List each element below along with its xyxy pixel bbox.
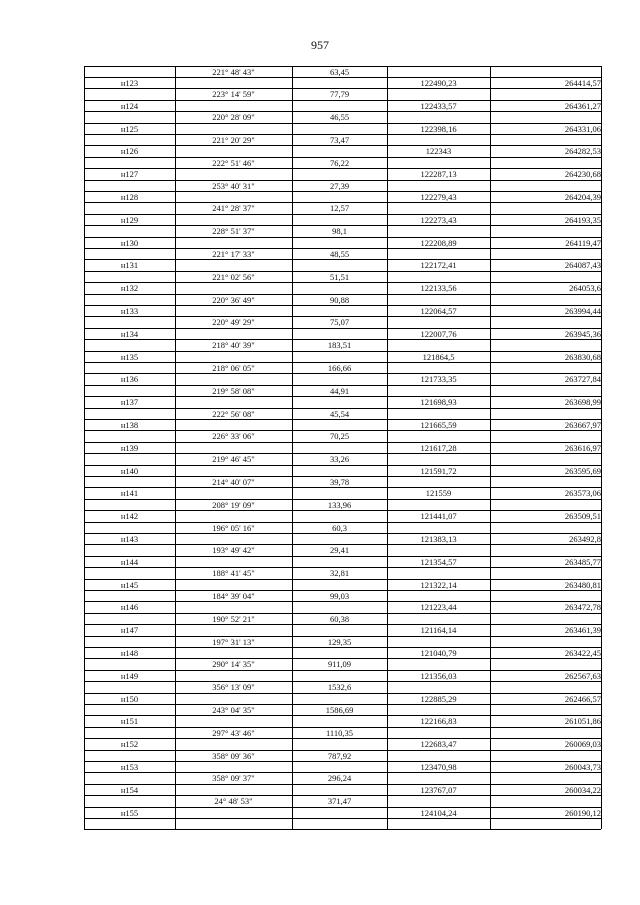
point-x: 122398,16: [420, 123, 457, 134]
point-y: 263573,06: [564, 488, 601, 499]
point-x: 122166,83: [420, 716, 457, 727]
point-x: 122343: [425, 146, 452, 157]
point-y: 263830,68: [564, 351, 601, 362]
segment-distance: 46,55: [329, 112, 350, 123]
segment-angle: 220° 28' 09": [212, 112, 255, 123]
segment-angle: 196° 05' 16": [212, 522, 255, 533]
coordinates-table: [84, 66, 601, 829]
point-x: 121698,93: [420, 397, 457, 408]
point-y: 260034,22: [564, 784, 601, 795]
table-row-line: [84, 818, 601, 819]
segment-distance: 44,91: [329, 385, 350, 396]
segment-distance: 787,92: [327, 750, 352, 761]
point-x: 121559: [425, 488, 452, 499]
point-name: н148: [120, 648, 139, 658]
segment-distance: 75,07: [329, 317, 350, 328]
segment-angle: 219° 46' 45": [212, 454, 255, 465]
segment-angle: 214° 40' 07": [212, 477, 255, 487]
point-y: 263994,44: [564, 306, 601, 316]
point-x: 122133,56: [420, 283, 457, 294]
point-y: 262466,57: [564, 693, 601, 704]
point-name: н129: [120, 214, 139, 225]
point-name: н151: [120, 716, 139, 727]
point-name: н132: [120, 283, 139, 294]
point-x: 122208,89: [420, 237, 457, 248]
segment-distance: 27,39: [329, 180, 350, 191]
segment-distance: 1110,35: [326, 727, 353, 738]
point-name: н138: [120, 420, 139, 430]
point-name: н130: [120, 237, 139, 248]
point-x: 121040,79: [420, 648, 457, 658]
segment-distance: 60,3: [332, 522, 347, 533]
segment-distance: 32,81: [329, 568, 350, 579]
point-name: н143: [120, 534, 139, 544]
point-y: 263480,81: [564, 579, 601, 590]
point-x: 124104,24: [420, 807, 457, 818]
point-y: 264119,47: [565, 237, 601, 248]
point-y: 264087,43: [564, 260, 601, 271]
point-name: н136: [120, 374, 139, 385]
point-y: 260069,03: [564, 739, 601, 750]
point-y: 263485,77: [564, 556, 601, 567]
segment-angle: 197° 31' 13": [212, 636, 255, 647]
segment-distance: 70,25: [329, 431, 350, 442]
segment-angle: 221° 17' 33": [212, 249, 255, 259]
point-y: 263945,36: [564, 328, 601, 339]
table-row-line: [84, 829, 601, 830]
point-y: 263509,51: [564, 511, 601, 522]
segment-angle: 358° 09' 36": [212, 750, 255, 761]
point-y: 263667,97: [564, 420, 601, 430]
segment-angle: 243° 04' 35": [212, 705, 255, 715]
point-y: 260190,12: [564, 807, 601, 818]
segment-angle: 184° 39' 04": [212, 591, 255, 601]
point-y: 264053,6: [569, 283, 601, 294]
point-y: 261051,86: [564, 716, 601, 727]
point-name: н154: [120, 784, 139, 795]
point-x: 121441,07: [420, 511, 457, 522]
point-name: н128: [120, 192, 139, 202]
point-name: н155: [120, 807, 139, 818]
segment-distance: 33,26: [329, 454, 350, 465]
segment-angle: 24° 48' 53": [214, 796, 253, 807]
point-x: 122007,76: [420, 328, 457, 339]
point-y: 263422,45: [564, 648, 601, 658]
point-name: н149: [120, 670, 139, 681]
segment-angle: 221° 48' 43": [212, 67, 255, 77]
point-name: н137: [120, 397, 139, 408]
point-x: 121733,35: [420, 374, 457, 385]
segment-distance: 98,1: [332, 226, 347, 237]
table-column-line: [601, 66, 602, 829]
segment-distance: 73,47: [329, 135, 350, 145]
segment-angle: 223° 14' 59": [212, 89, 255, 100]
point-x: 121383,13: [420, 534, 457, 544]
point-name: н126: [120, 146, 139, 157]
point-y: 263492,8: [569, 534, 601, 544]
point-x: 122683,47: [420, 739, 457, 750]
segment-angle: 208° 19' 09": [212, 499, 255, 510]
segment-angle: 297° 43' 46": [212, 727, 255, 738]
point-y: 260043,73: [564, 762, 601, 772]
segment-distance: 12,57: [329, 203, 350, 214]
point-name: н147: [120, 625, 139, 636]
segment-distance: 1586,69: [325, 705, 354, 715]
point-name: н142: [120, 511, 139, 522]
segment-angle: 222° 56' 08": [212, 408, 255, 419]
segment-angle: 253° 40' 31": [212, 180, 255, 191]
point-x: 121665,59: [420, 420, 457, 430]
point-y: 263472,78: [564, 602, 601, 613]
segment-distance: 1532,6: [327, 682, 352, 693]
point-y: 263727,84: [564, 374, 601, 385]
page-number: 957: [311, 38, 329, 52]
point-x: 121617,28: [420, 442, 457, 453]
point-name: н135: [120, 351, 139, 362]
point-x: 121591,72: [420, 465, 457, 476]
point-y: 264204,39: [564, 192, 601, 202]
point-y: 264282,53: [564, 146, 601, 157]
segment-distance: 63,45: [329, 67, 350, 77]
segment-distance: 77,79: [329, 89, 350, 100]
point-name: н144: [120, 556, 139, 567]
segment-angle: 190° 52' 21": [212, 613, 255, 624]
point-name: н131: [120, 260, 139, 271]
segment-distance: 76,22: [329, 157, 350, 168]
point-name: н153: [120, 762, 139, 772]
point-y: 263595,69: [564, 465, 601, 476]
segment-angle: 241° 28' 37": [212, 203, 255, 214]
point-x: 122064,57: [420, 306, 457, 316]
point-x: 121322,14: [420, 579, 457, 590]
segment-distance: 129,35: [327, 636, 352, 647]
point-name: н140: [120, 465, 139, 476]
point-y: 264331,06: [564, 123, 601, 134]
point-x: 122885,29: [420, 693, 457, 704]
segment-distance: 99,03: [329, 591, 350, 601]
point-y: 264230,68: [564, 169, 601, 180]
point-x: 122433,57: [420, 100, 457, 111]
segment-angle: 228° 51' 37": [212, 226, 255, 237]
point-y: 264414,57: [564, 78, 601, 88]
segment-distance: 90,88: [329, 294, 350, 305]
point-x: 121354,57: [420, 556, 457, 567]
segment-distance: 29,41: [329, 545, 350, 556]
point-name: н124: [120, 100, 139, 111]
segment-angle: 222° 51' 46": [212, 157, 255, 168]
segment-distance: 296,24: [327, 773, 352, 784]
point-x: 123767,07: [420, 784, 457, 795]
segment-distance: 133,96: [327, 499, 352, 510]
segment-distance: 51,51: [329, 271, 350, 282]
segment-angle: 220° 49' 29": [212, 317, 255, 328]
segment-angle: 221° 02' 56": [212, 271, 255, 282]
point-name: н146: [120, 602, 139, 613]
point-name: н139: [120, 442, 139, 453]
point-name: н141: [120, 488, 139, 499]
segment-angle: 218° 06' 05": [212, 363, 255, 373]
point-y: 262567,63: [564, 670, 601, 681]
point-x: 122273,43: [420, 214, 457, 225]
point-y: 263698,99: [564, 397, 601, 408]
point-x: 122279,43: [420, 192, 457, 202]
segment-angle: 219° 58' 08": [212, 385, 255, 396]
point-y: 264361,27: [564, 100, 601, 111]
point-name: н134: [120, 328, 139, 339]
segment-distance: 60,38: [329, 613, 350, 624]
point-name: н127: [120, 169, 139, 180]
segment-angle: 226° 33' 06": [212, 431, 255, 442]
segment-angle: 221° 20' 29": [212, 135, 255, 145]
segment-distance: 911,09: [327, 659, 352, 670]
point-name: н145: [120, 579, 139, 590]
point-x: 121164,14: [420, 625, 457, 636]
point-x: 122287,13: [420, 169, 457, 180]
point-name: н125: [120, 123, 139, 134]
point-name: н133: [120, 306, 139, 316]
point-y: 263616,97: [564, 442, 601, 453]
segment-angle: 356° 13' 09": [212, 682, 255, 693]
segment-angle: 188° 41' 45": [212, 568, 255, 579]
segment-distance: 371,47: [327, 796, 352, 807]
point-y: 264193,35: [564, 214, 601, 225]
point-y: 263461,39: [564, 625, 601, 636]
segment-angle: 220° 36' 49": [212, 294, 255, 305]
segment-angle: 358° 09' 37": [212, 773, 255, 784]
point-x: 123470,98: [420, 762, 457, 772]
segment-distance: 45,54: [329, 408, 350, 419]
point-x: 122490,23: [420, 78, 457, 88]
segment-distance: 183,51: [327, 340, 352, 351]
point-name: н150: [120, 693, 139, 704]
point-name: н152: [120, 739, 139, 750]
segment-angle: 290° 14' 35": [212, 659, 255, 670]
segment-angle: 218° 40' 39": [212, 340, 255, 351]
point-name: н123: [120, 78, 139, 88]
point-x: 122172,41: [420, 260, 457, 271]
segment-distance: 166,66: [327, 363, 352, 373]
segment-distance: 39,78: [329, 477, 350, 487]
segment-distance: 48,55: [329, 249, 350, 259]
point-x: 121356,03: [420, 670, 457, 681]
point-x: 121864,5: [422, 351, 455, 362]
point-x: 121223,44: [420, 602, 457, 613]
segment-angle: 193° 49' 42": [212, 545, 255, 556]
